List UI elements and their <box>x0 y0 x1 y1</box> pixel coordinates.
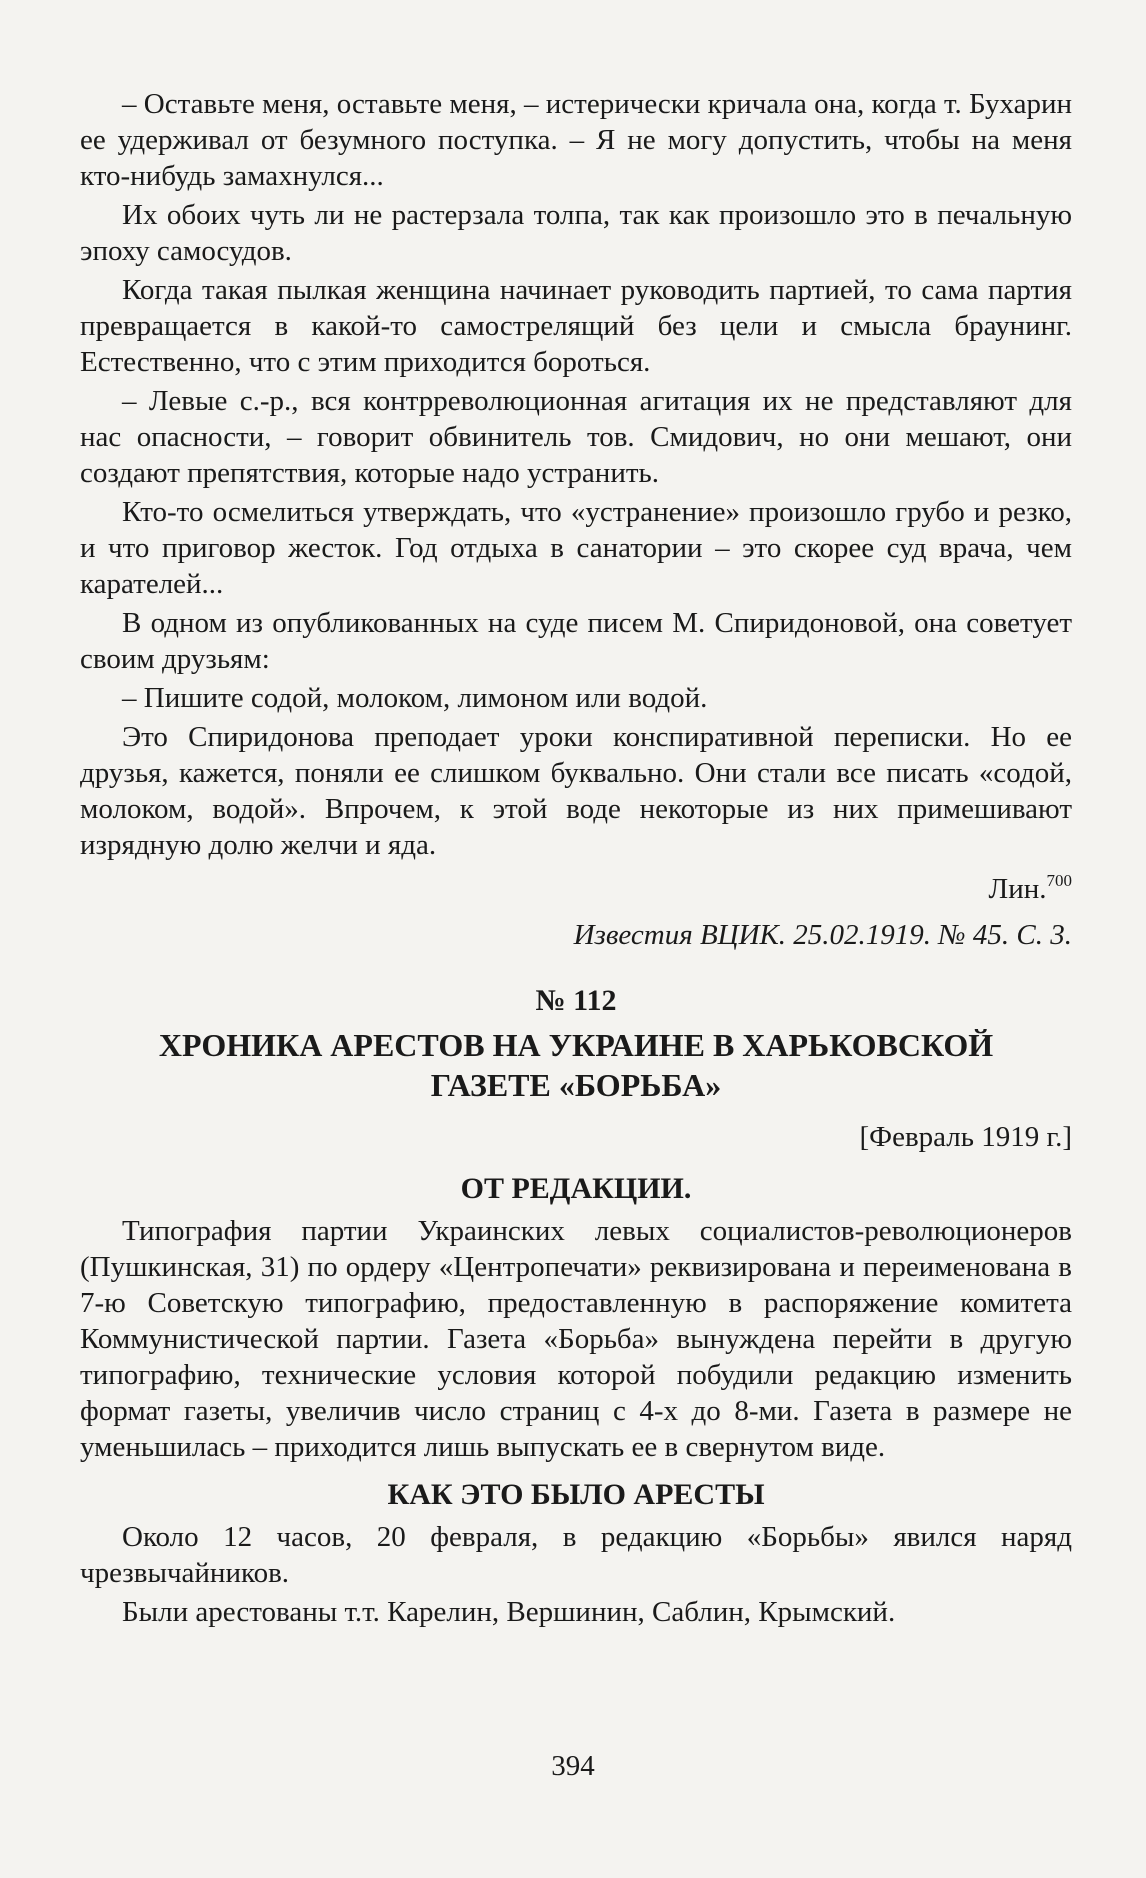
footnote-marker: 700 <box>1046 871 1072 890</box>
paragraph: Около 12 часов, 20 февраля, в редакцию «Борьбы» явился наряд чрезвычайников. <box>80 1521 1072 1589</box>
section-title-editorial: ОТ РЕДАКЦИИ. <box>460 1172 692 1205</box>
signature-name: Лин. <box>988 873 1047 905</box>
source-citation: Известия ВЦИК. 25.02.1919. № 45. С. 3. <box>573 919 1072 951</box>
signature <box>80 871 1072 907</box>
paragraph: Были арестованы т.т. Карелин, Вершинин, Саблин, Крымский. <box>122 1596 896 1628</box>
article-body <box>80 86 1072 863</box>
document-date: [Февраль 1919 г.] <box>859 1121 1072 1153</box>
page-number: 394 <box>551 1750 595 1782</box>
paragraph: Когда такая пылкая женщина начинает руководить партией, то сама партия превращается в какой-то самострелящий без цели и смысла браунинг. Естественно, что с этим приходится бороться. <box>80 274 1072 378</box>
editorial-body <box>80 1213 1072 1465</box>
paragraph: Типография партии Украинских левых социалистов-революционеров (Пушкинская, 31) по ордеру «Центропечати» реквизирована и переименована в 7-ю Советскую типографию, предоставленную в распоряжение комитета Коммунистической партии. Газета «Борьба» вынуждена перейти в другую типографию, технические условия которой побудили редакцию изменить формат газеты, увеличив число страниц с 4-х до 8-ми. Газета в размере не уменьшилась – приходится лишь выпускать ее в свернутом виде. <box>80 1215 1072 1463</box>
paragraph: Кто-то осмелиться утверждать, что «устранение» произошло грубо и резко, и что приговор жесток. Год отдыха в санатории – это скорее суд врача, чем карателей... <box>80 496 1072 600</box>
paragraph: В одном из опубликованных на суде писем М. Спиридоновой, она советует своим друзьям: <box>80 607 1072 675</box>
paragraph: Это Спиридонова преподает уроки конспиративной переписки. Но ее друзья, кажется, поняли ее слишком буквально. Они стали все писать «содой, молоком, водой». Впрочем, к этой воде некоторые из них примешивают изрядную долю желчи и яда. <box>80 721 1072 861</box>
paragraph: – Оставьте меня, оставьте меня, – истерически кричала она, когда т. Бухарин ее удерживал от безумного поступка. – Я не могу допустить, чтобы на меня кто-нибудь замахнулся... <box>80 88 1072 192</box>
document-title-line-1: ХРОНИКА АРЕСТОВ НА УКРАИНЕ В ХАРЬКОВСКОЙ <box>158 1027 994 1063</box>
paragraph: – Пишите содой, молоком, лимоном или водой. <box>122 682 708 714</box>
section-title-arrests: КАК ЭТО БЫЛО АРЕСТЫ <box>387 1478 765 1511</box>
document-number: № 112 <box>535 984 617 1017</box>
arrests-body <box>80 1519 1072 1630</box>
document-title-line-2: ГАЗЕТЕ «БОРЬБА» <box>430 1067 722 1103</box>
paragraph: – Левые с.-р., вся контрреволюционная агитация их не представляют для нас опасности, – говорит обвинитель тов. Смидович, но они мешают, они создают препятствия, которые надо устранить. <box>80 385 1072 489</box>
paragraph: Их обоих чуть ли не растерзала толпа, так как произошло это в печальную эпоху самосудов. <box>80 199 1072 267</box>
document-title <box>80 1025 1072 1105</box>
